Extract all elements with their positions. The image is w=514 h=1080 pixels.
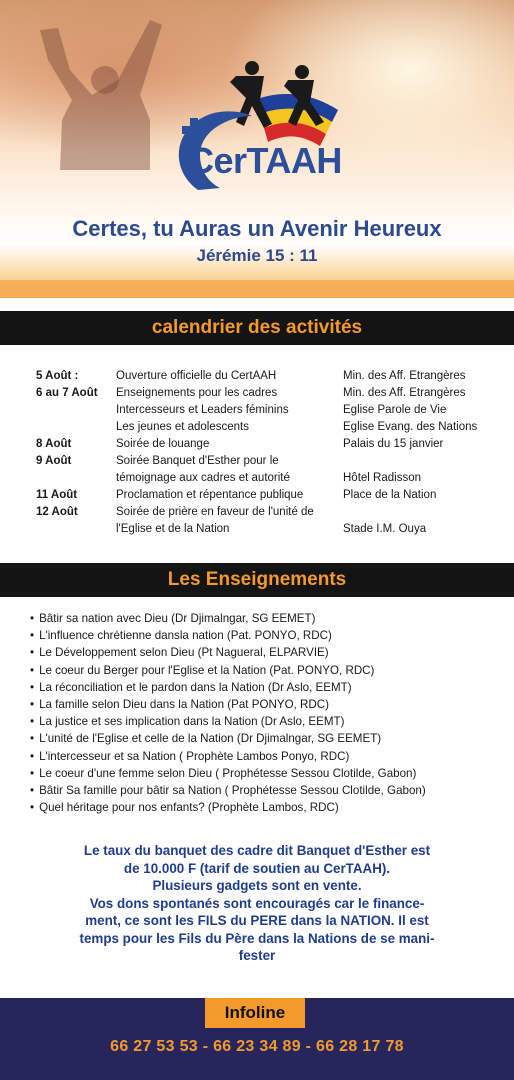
calendar-date: 6 au 7 Août [36, 387, 98, 399]
calendar-location: Min. des Aff. Etrangères [343, 387, 466, 399]
list-item: • La justice et ses implication dans la Nation (Dr Aslo, EEMT) [30, 713, 500, 730]
teachings-list [30, 610, 500, 816]
calendar-activity: Soirée Banquet d'Esther pour le [116, 455, 279, 467]
calendar-row [36, 521, 496, 538]
note-line: ment, ce sont les FILS du PERE dans la NATION. Il est [85, 913, 429, 928]
list-item: • Bâtir Sa famille pour bâtir sa Nation ( Prophétesse Sessou Clotilde, Gabon) [30, 782, 500, 799]
list-item: • Quel héritage pour nos enfants? (Prophète Lambos, RDC) [30, 799, 500, 816]
list-item: • L'influence chrétienne dansla nation (Pat. PONYO, RDC) [30, 627, 500, 644]
list-item: • Le coeur du Berger pour l'Eglise et la Nation (Pat. PONYO, RDC) [30, 662, 500, 679]
calendar-activity: Enseignements pour les cadres [116, 387, 278, 399]
calendar-row [36, 385, 496, 402]
calendar-activity: Soirée de louange [116, 438, 210, 450]
list-item: • Le Développement selon Dieu (Pt Nagueral, ELPARVIE) [30, 644, 500, 661]
calendar-row [36, 368, 496, 385]
calendar-date: 11 Août [36, 489, 78, 501]
note-line: Plusieurs gadgets sont en vente. [152, 878, 362, 893]
note-line: fester [238, 948, 276, 963]
activity-calendar [36, 368, 496, 538]
calendar-location: Palais du 15 janvier [343, 438, 444, 450]
calendar-row [36, 419, 496, 436]
list-item: • La réconciliation et le pardon dans la Nation (Dr Aslo, EEMT) [30, 679, 500, 696]
list-item: • L'unité de l'Eglise et celle de la Nation (Dr Djimalngar, SG EEMET) [30, 730, 500, 747]
calendar-location: Min. des Aff. Etrangères [343, 370, 466, 382]
calendar-location: Place de la Nation [343, 489, 437, 501]
calendar-heading: calendrier des activités [151, 317, 363, 338]
calendar-location: Stade I.M. Ouya [343, 523, 427, 535]
calendar-row [36, 402, 496, 419]
banquet-note [20, 842, 494, 965]
note-line: Vos dons spontanés sont encouragés car le finance- [89, 895, 425, 911]
calendar-date: 5 Août : [36, 370, 79, 382]
calendar-location: Eglise Parole de Vie [343, 404, 447, 416]
list-item: • L'intercesseur et sa Nation ( Prophète Lambos Ponyo, RDC) [30, 748, 500, 765]
calendar-row [36, 436, 496, 453]
calendar-activity: Intercesseurs et Leaders féminins [116, 404, 289, 416]
calendar-heading-bar [0, 311, 514, 345]
list-item: • Le coeur d'une femme selon Dieu ( Prophétesse Sessou Clotilde, Gabon) [30, 765, 500, 782]
teachings-heading: Les Enseignements [167, 569, 347, 590]
list-item: • La famille selon Dieu dans la Nation (Pat PONYO, RDC) [30, 696, 500, 713]
calendar-activity: Les jeunes et adolescents [116, 421, 249, 433]
calendar-activity: Soirée de prière en faveur de l'unité de [116, 506, 314, 518]
note-line: de 10.000 F (tarif de soutien au CerTAAH). [123, 860, 391, 876]
hero-banner [0, 0, 514, 298]
calendar-activity: l'Eglise et de la Nation [116, 523, 230, 535]
phone-numbers: 66 27 53 53 - 66 23 34 89 - 66 28 17 78 [110, 1038, 404, 1055]
calendar-date: 12 Août [36, 506, 78, 518]
list-item: • Bâtir sa nation avec Dieu (Dr Djimalngar, SG EEMET) [30, 610, 500, 627]
calendar-date: 9 Août [36, 455, 72, 467]
calendar-row [36, 453, 496, 470]
calendar-activity: témoignage aux cadres et autorité [116, 472, 290, 484]
calendar-row [36, 470, 496, 487]
note-line: temps pour les Fils du Père dans la Nations de se mani- [79, 930, 435, 946]
teachings-heading-bar [0, 563, 514, 597]
motto-title: Certes, tu Auras un Avenir Heureux [72, 216, 442, 241]
calendar-location: Eglise Evang. des Nations [343, 421, 478, 433]
calendar-row [36, 487, 496, 504]
calendar-date: 8 Août [36, 438, 72, 450]
bible-verse: Jérémie 15 : 11 [196, 246, 318, 265]
calendar-row [36, 504, 496, 521]
brand-name: CerTAAH [188, 140, 342, 181]
calendar-location: Hôtel Radisson [343, 472, 421, 484]
note-line: Le taux du banquet des cadre dit Banquet d'Esther est [83, 843, 431, 858]
calendar-activity: Proclamation et répentance publique [116, 489, 304, 501]
infoline-label: Infoline [205, 998, 305, 1028]
calendar-activity: Ouverture officielle du CertAAH [116, 370, 277, 382]
